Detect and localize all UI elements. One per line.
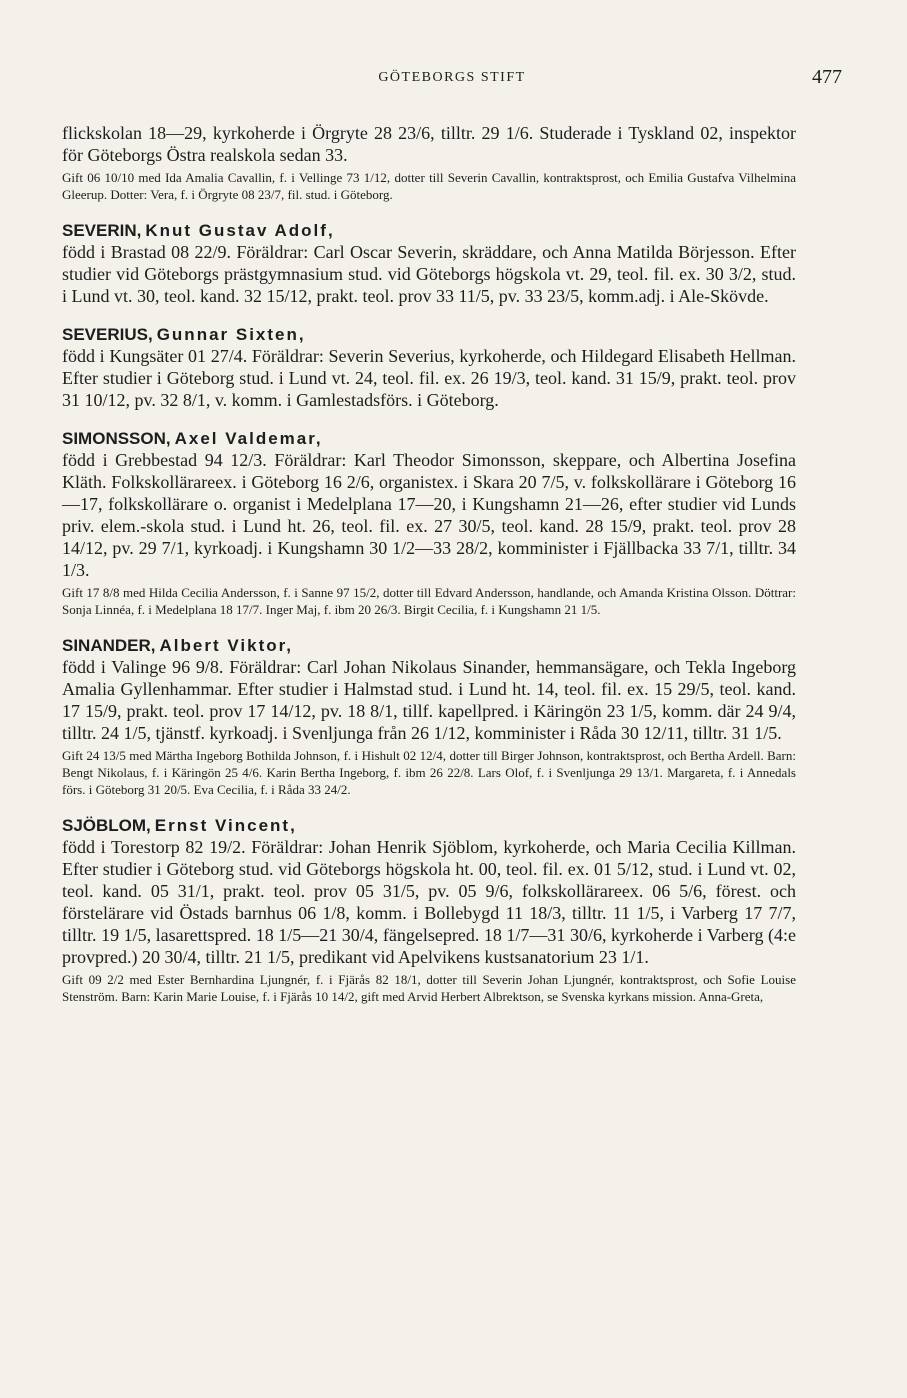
entry-body: född i Grebbestad 94 12/3. Föräldrar: Karl Theodor Simonsson, skeppare, och Albertina Josefina Kläth. Folkskollärareex. i Göteborg 16 2/6, organistex. i Skara 20 7/5, v. folkskollärare i Göteborg 16—17, folkskollärare o. organist i Medelplana 17—20, i Kungshamn 21—26, efter studier vid Lunds priv. elem.-skola stud. i Lund ht. 26, teol. fil. ex. 27 30/5, teol. kand. 28 15/9, prakt. teol. prov 28 14/12, pv. 29 7/1, kyrkoadj. i Kungshamn 30 1/2—33 28/2, komminister i Fjällbacka 33 7/1, tilltr. 34 1/3.: [62, 450, 796, 581]
entry-body: född i Brastad 08 22/9. Föräldrar: Carl Oscar Severin, skräddare, och Anna Matilda Börjesson. Efter studier vid Göteborgs prästgymnasium stud. vid Göteborgs högskola vt. 29, teol. fil. ex. 30 3/2, stud. i Lund vt. 30, teol. kand. 32 15/12, prakt. teol. prov 33 11/5, pv. 33 23/5, komm.adj. i Ale-Skövde.: [62, 242, 796, 307]
entry-body: född i Kungsäter 01 27/4. Föräldrar: Severin Severius, kyrkoherde, och Hildegard Elisabeth Hellman. Efter studier i Göteborg stud. i Lund vt. 24, teol. fil. ex. 26 19/3, teol. kand. 31 15/9, prakt. teol. prov 31 10/12, pv. 32 8/1, v. komm. i Gamlestadsförs. i Göteborg.: [62, 346, 796, 411]
entry-severius: [62, 325, 796, 411]
entry-heading: [62, 636, 796, 656]
running-title: GÖTEBORGS STIFT: [378, 70, 526, 85]
entry-simonsson: [62, 429, 796, 618]
intro-paragraph: flickskolan 18—29, kyrkoherde i Örgryte 28 23/6, tilltr. 29 1/6. Studerade i Tyskland 02, inspektor för Göteborgs Östra realskola sedan 33.: [62, 123, 796, 165]
entry-heading: [62, 429, 796, 449]
entry-gift: Gift 09 2/2 med Ester Bernhardina Ljungnér, f. i Fjärås 82 18/1, dotter till Severin Johan Ljungnér, kontraktsprost, och Sofie Louise Stenström. Barn: Karin Marie Louise, f. i Fjärås 10 14/2, gift med Arvid Herbert Albrektson, se Svenska kyrkans mission. Anna-Greta,: [62, 972, 796, 1004]
entry-heading: [62, 816, 796, 836]
entry-body: född i Torestorp 82 19/2. Föräldrar: Johan Henrik Sjöblom, kyrkoherde, och Maria Cecilia Killman. Efter studier i Göteborg stud. vid Göteborgs högskola ht. 00, teol. fil. ex. 01 5/12, stud. i Lund vt. 02, teol. kand. 05 31/1, prakt. teol. prov 05 31/5, pv. 05 9/6, folkskollärareex. 06 5/6, förest. och förstelärare vid Östads barnhus 06 1/8, komm. i Bollebygd 11 18/3, tilltr. 11 1/5, i Varberg 17 7/7, tilltr. 19 1/5, lasarettspred. 18 1/5—21 30/4, fängelsepred. 18 1/7—31 30/6, kyrkoherde i Varberg (4:e provpred.) 20 30/4, tilltr. 21 1/5, predikant vid Apelvikens kustsanatorium 23 1/1.: [62, 837, 796, 968]
entry-given-names: Gunnar Sixten,: [156, 325, 306, 345]
entry-given-names: Albert Viktor,: [159, 636, 294, 656]
intro-gift: Gift 06 10/10 med Ida Amalia Cavallin, f. i Vellinge 73 1/12, dotter till Severin Cavallin, kontraktsprost, och Emilia Gustafva Vilhelmina Gleerup. Dotter: Vera, f. i Örgryte 08 23/7, fil. stud. i Göteborg.: [62, 170, 796, 202]
entry-body: född i Valinge 96 9/8. Föräldrar: Carl Johan Nikolaus Sinander, hemmansägare, och Tekla Ingeborg Amalia Gyllenhammar. Efter studier i Halmstad stud. i Lund ht. 14, teol. fil. ex. 15 29/5, teol. kand. 17 15/9, prakt. teol. prov 17 14/12, pv. 18 8/1, tillf. kapellpred. i Käringön 23 1/5, komm. där 24 9/4, tilltr. 24 1/5, tjänstf. kyrkoadj. i Svenljunga från 26 1/12, komminister i Råda 30 12/11, tilltr. 31 1/5.: [62, 657, 796, 744]
entry-sinander: [62, 636, 796, 798]
entry-heading: [62, 325, 796, 345]
page-header: [62, 62, 842, 98]
entry-given-names: Knut Gustav Adolf,: [145, 221, 335, 241]
entry-surname: SEVERIUS,: [62, 325, 153, 345]
entry-given-names: Ernst Vincent,: [154, 816, 297, 836]
entry-severin: [62, 221, 796, 307]
entry-sjoblom: [62, 816, 796, 1005]
entry-heading: [62, 221, 796, 241]
page-number: 477: [812, 66, 842, 88]
entry-surname: SIMONSSON,: [62, 429, 171, 449]
entry-surname: SINANDER,: [62, 636, 156, 656]
entry-given-names: Axel Valdemar,: [174, 429, 323, 449]
entry-gift: Gift 17 8/8 med Hilda Cecilia Andersson, f. i Sanne 97 15/2, dotter till Edvard Andersson, handlande, och Amanda Kristina Olsson. Döttrar: Sonja Linnéa, f. i Medelplana 18 17/7. Inger Maj, f. ibm 20 26/3. Birgit Cecilia, f. i Kungshamn 21 1/5.: [62, 585, 796, 617]
entry-surname: SEVERIN,: [62, 221, 142, 241]
entry-surname: SJÖBLOM,: [62, 816, 151, 836]
page-content: [62, 122, 796, 1005]
entry-gift: Gift 24 13/5 med Märtha Ingeborg Bothilda Johnson, f. i Hishult 02 12/4, dotter till Birger Johnson, kontraktsprost, och Bertha Ardell. Barn: Bengt Nikolaus, f. i Käringön 25 4/6. Karin Bertha Ingeborg, f. ibm 26 22/8. Lars Olof, f. i Svenljunga 29 13/1. Margareta, f. i Annedals förs. i Göteborg 31 20/5. Eva Cecilia, f. i Råda 33 24/2.: [62, 748, 796, 797]
